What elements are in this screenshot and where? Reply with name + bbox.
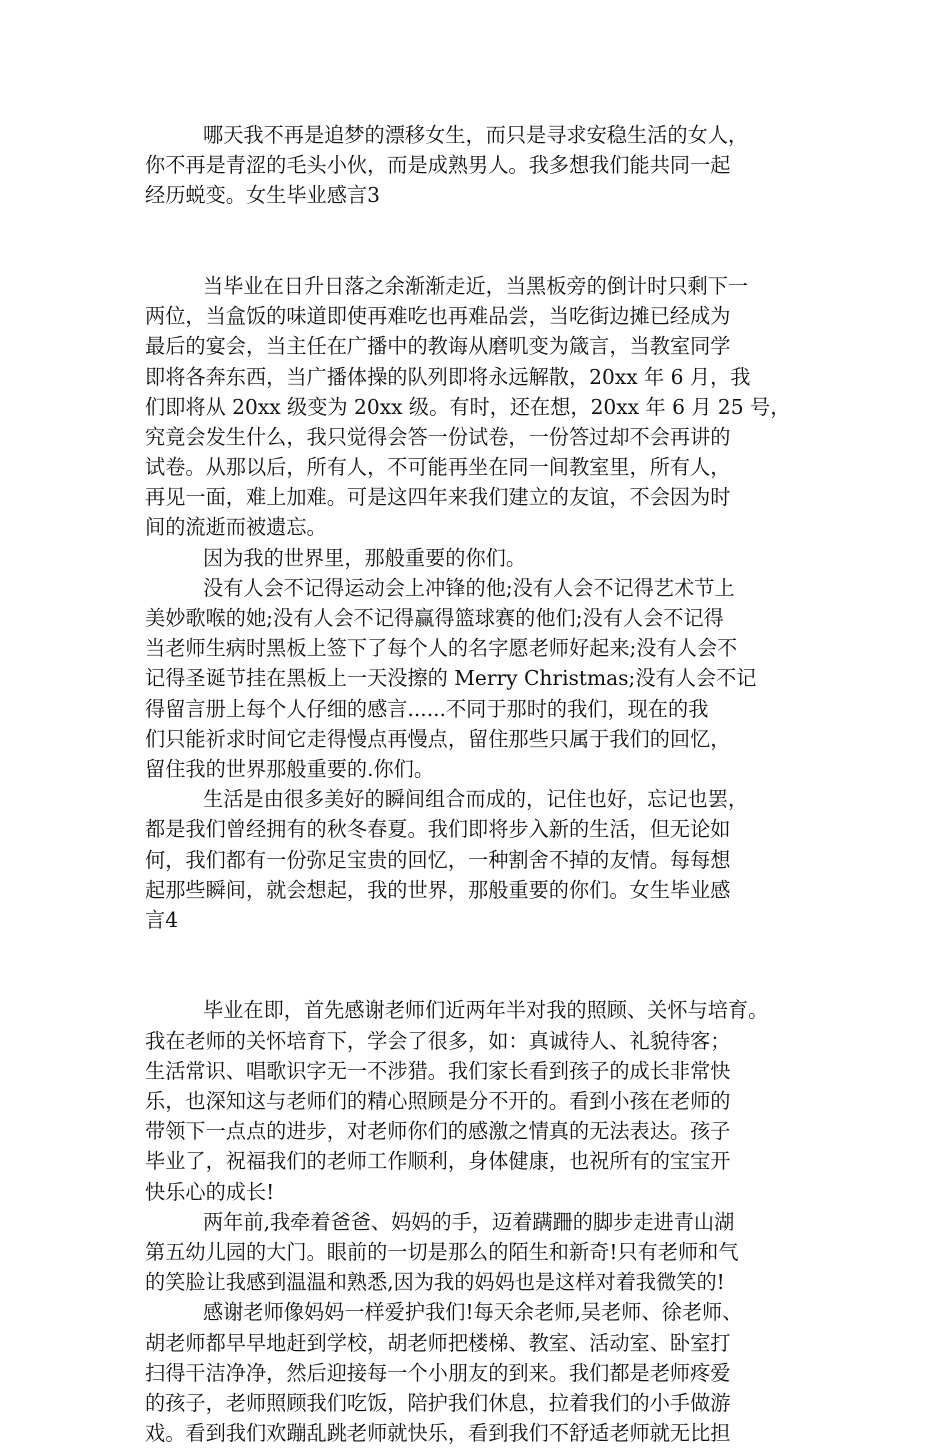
text-line: 戏。看到我们欢蹦乱跳老师就快乐，看到我们不舒适老师就无比担 xyxy=(145,1421,731,1446)
paragraph-gap xyxy=(145,935,810,995)
text-line: 快乐心的成长! xyxy=(145,1179,275,1204)
text-line: 带领下一点点的进步，对老师你们的感激之情真的无法表达。孩子 xyxy=(145,1119,731,1144)
text-line: 最后的宴会，当主任在广播中的教诲从磨叽变为箴言，当教室同学 xyxy=(145,334,731,359)
text-line: 得留言册上每个人仔细的感言......不同于那时的我们，现在的我 xyxy=(145,696,709,721)
paragraph xyxy=(145,543,810,573)
text-line: 言4 xyxy=(145,907,179,932)
text-line: 你不再是青涩的毛头小伙，而是成熟男人。我多想我们能共同一起 xyxy=(145,153,731,178)
text-line: 哪天我不再是追梦的漂移女生，而只是寻求安稳生活的女人， xyxy=(203,123,749,147)
document-page xyxy=(145,120,810,1448)
text-line: 生活是由很多美好的瞬间组合而成的，记住也好，忘记也罢， xyxy=(203,787,749,812)
text-line: 美妙歌喉的她;没有人会不记得赢得篮球赛的他们;没有人会不记得 xyxy=(145,606,724,631)
text-line: 试卷。从那以后，所有人，不可能再坐在同一间教室里，所有人， xyxy=(145,455,731,480)
text-line: 再见一面，难上加难。可是这四年来我们建立的友谊，不会因为时 xyxy=(145,485,731,510)
paragraph xyxy=(145,1207,810,1298)
text-line: 感谢老师像妈妈一样爱护我们!每天余老师,吴老师、徐老师、 xyxy=(203,1300,743,1325)
text-line: 两年前,我牵着爸爸、妈妈的手，迈着蹒跚的脚步走进青山湖 xyxy=(203,1209,735,1234)
text-line: 胡老师都早早地赶到学校，胡老师把楼梯、教室、活动室、卧室打 xyxy=(145,1330,731,1355)
text-line: 起那些瞬间，就会想起，我的世界，那般重要的你们。女生毕业感 xyxy=(145,877,731,902)
text-line: 扫得干洁净净，然后迎接每一个小朋友的到来。我们都是老师疼爱 xyxy=(145,1360,731,1385)
text-line: 留住我的世界那般重要的.你们。 xyxy=(145,756,435,781)
paragraph xyxy=(145,573,810,784)
text-line: 们只能祈求时间它走得慢点再慢点，留住那些只属于我们的回忆， xyxy=(145,726,731,751)
text-line: 因为我的世界里，那般重要的你们。 xyxy=(203,545,527,570)
paragraph xyxy=(145,995,810,1206)
text-line: 毕业了，祝福我们的老师工作顺利，身体健康，也祝所有的宝宝开 xyxy=(145,1149,731,1174)
paragraph-gap xyxy=(145,211,810,271)
paragraph xyxy=(145,271,810,543)
paragraph xyxy=(145,120,810,211)
paragraph xyxy=(145,784,810,935)
text-line: 生活常识、唱歌识字无一不涉猎。我们家长看到孩子的成长非常快 xyxy=(145,1058,731,1083)
text-line: 间的流逝而被遗忘。 xyxy=(145,515,327,540)
text-line: 毕业在即，首先感谢老师们近两年半对我的照顾、关怀与培育。 xyxy=(203,998,769,1023)
text-line: 即将各奔东西，当广播体操的队列即将永远解散，20xx 年 6 月，我 xyxy=(145,364,751,389)
text-line: 没有人会不记得运动会上冲锋的他;没有人会不记得艺术节上 xyxy=(203,575,735,600)
text-line: 都是我们曾经拥有的秋冬春夏。我们即将步入新的生活，但无论如 xyxy=(145,817,731,842)
text-line: 当老师生病时黑板上签下了每个人的名字愿老师好起来;没有人会不 xyxy=(145,636,738,661)
text-line: 究竟会发生什么，我只觉得会答一份试卷，一份答过却不会再讲的 xyxy=(145,424,731,449)
text-line: 第五幼儿园的大门。眼前的一切是那么的陌生和新奇!只有老师和气 xyxy=(145,1239,739,1264)
text-line: 的笑脸让我感到温温和熟悉,因为我的妈妈也是这样对着我微笑的! xyxy=(145,1270,725,1295)
text-line: 们即将从 20xx 级变为 20xx 级。有时，还在想，20xx 年 6 月 25 号， xyxy=(145,394,791,419)
text-line: 经历蜕变。女生毕业感言3 xyxy=(145,183,380,208)
text-line: 何，我们都有一份弥足宝贵的回忆，一种割舍不掉的友情。每每想 xyxy=(145,847,731,872)
text-line: 当毕业在日升日落之余渐渐走近，当黑板旁的倒计时只剩下一 xyxy=(203,273,749,298)
text-line: 记得圣诞节挂在黑板上一天没擦的 Merry Christmas;没有人会不记 xyxy=(145,666,757,691)
text-line: 的孩子，老师照顾我们吃饭，陪护我们休息，拉着我们的小手做游 xyxy=(145,1390,731,1415)
paragraph xyxy=(145,1297,810,1448)
text-line: 两位，当盒饭的味道即使再难吃也再难品尝，当吃街边摊已经成为 xyxy=(145,304,731,329)
text-line: 我在老师的关怀培育下，学会了很多，如：真诚待人、礼貌待客； xyxy=(145,1028,731,1053)
text-line: 乐，也深知这与老师们的精心照顾是分不开的。看到小孩在老师的 xyxy=(145,1089,731,1114)
